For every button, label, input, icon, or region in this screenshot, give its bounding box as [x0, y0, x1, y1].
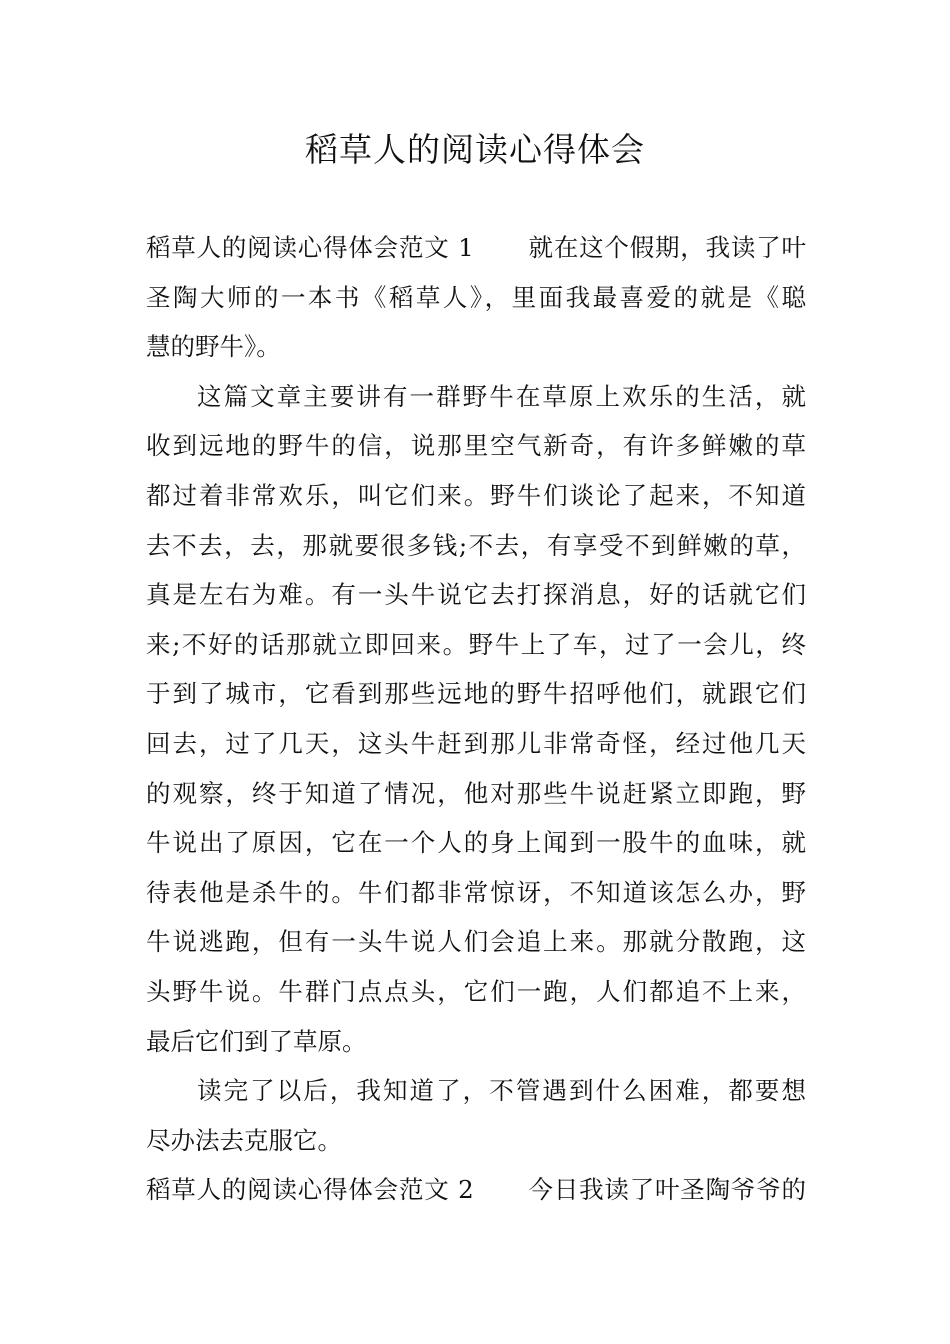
text-line-11: 回去，过了几天，这头牛赶到那儿非常奇怪，经过他几天 — [146, 728, 806, 758]
text-line-6: 都过着非常欢乐，叫它们来。野牛们谈论了起来，不知道 — [146, 480, 806, 510]
text-line-7: 去不去，去，那就要很多钱;不去，有享受不到鲜嫩的草， — [146, 530, 806, 560]
text-line-4: 这篇文章主要讲有一群野牛在草原上欢乐的生活，就 — [197, 381, 806, 411]
document-title: 稻草人的阅读心得体会 — [305, 130, 645, 169]
document-body — [146, 223, 806, 1215]
text-line-10: 于到了城市，它看到那些远地的野牛招呼他们，就跟它们 — [146, 679, 806, 709]
text-line-18: 读完了以后，我知道了，不管遇到什么困难，都要想 — [197, 1076, 806, 1106]
text-line-20 — [146, 1165, 806, 1215]
text-line-17: 最后它们到了草原。 — [146, 1026, 367, 1056]
section-heading-2: 稻草人的阅读心得体会范文 2 — [146, 1175, 474, 1205]
text-line-12: 的观察，终于知道了情况，他对那些牛说赶紧立即跑，野 — [146, 778, 806, 808]
section-heading-1: 稻草人的阅读心得体会范文 1 — [146, 233, 474, 262]
text-line-14: 待表他是杀牛的。牛们都非常惊讶，不知道该怎么办，野 — [146, 877, 806, 907]
text-line-2: 圣陶大师的一本书《稻草人》，里面我最喜爱的就是《聪 — [146, 282, 806, 312]
text-line-13: 牛说出了原因，它在一个人的身上闻到一股牛的血味，就 — [146, 828, 806, 858]
line-text: 就在这个假期，我读了叶 — [527, 233, 806, 262]
text-line-16: 头野牛说。牛群门点点头，它们一跑，人们都追不上来， — [146, 976, 806, 1006]
text-line-8: 真是左右为难。有一头牛说它去打探消息，好的话就它们 — [146, 580, 806, 610]
text-line-1 — [146, 223, 806, 273]
text-line-5: 收到远地的野牛的信，说那里空气新奇，有许多鲜嫩的草 — [146, 431, 806, 461]
text-line-9: 来;不好的话那就立即回来。野牛上了车，过了一会儿，终 — [146, 629, 806, 659]
text-line-3: 慧的野牛》。 — [146, 332, 281, 362]
text-line-19: 尽办法去克服它。 — [146, 1125, 342, 1155]
text-line-15: 牛说逃跑，但有一头牛说人们会追上来。那就分散跑，这 — [146, 927, 806, 957]
line-text: 今日我读了叶圣陶爷爷的 — [527, 1175, 806, 1205]
